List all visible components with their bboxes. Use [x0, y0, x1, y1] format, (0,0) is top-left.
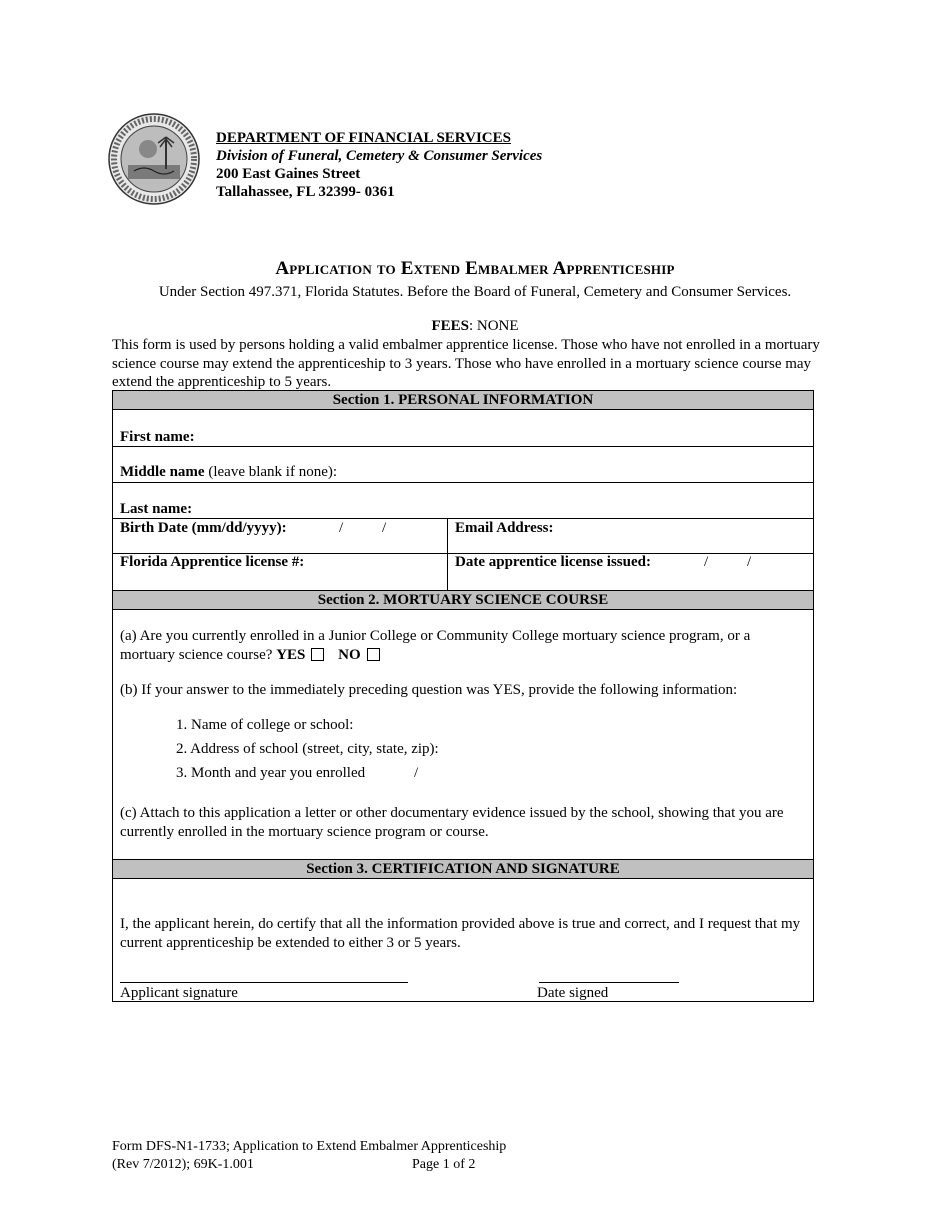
street-address: 200 East Gaines Street	[216, 166, 361, 182]
yes-label: YES	[276, 646, 306, 663]
form-identifier: Form DFS-N1-1733; Application to Extend Embalmer Apprenticeship	[112, 1139, 507, 1154]
yes-checkbox[interactable]	[311, 648, 324, 661]
column-divider	[447, 518, 448, 590]
footer-rev-row	[112, 1156, 506, 1174]
revision-info: (Rev 7/2012); 69K-1.001	[112, 1157, 254, 1172]
certification-text: I, the applicant herein, do certify that all the information provided above is true and correct, and I request that my current apprenticeship be extended to either 3 or 5 years.	[120, 916, 801, 951]
fees-value: : NONE	[468, 318, 519, 334]
last-name-field[interactable]	[113, 518, 813, 519]
birth-date-slash-1: /	[339, 520, 344, 536]
section2-header: Section 2. MORTUARY SCIENCE COURSE	[113, 590, 813, 610]
middle-name-row	[120, 464, 337, 481]
middle-name-field[interactable]	[113, 482, 813, 483]
enrolled-date-label: 3. Month and year you enrolled	[176, 765, 366, 781]
question-b: (b) If your answer to the immediately preceding question was YES, provide the following information:	[120, 682, 738, 698]
signature-label: Applicant signature	[120, 985, 238, 1001]
question-c: (c) Attach to this application a letter or other documentary evidence issued by the school, showing that you are currently enrolled in the mortuary science program or course.	[120, 805, 784, 840]
no-label: NO	[338, 646, 361, 663]
date-signed-label: Date signed	[537, 985, 609, 1001]
middle-name-label: Middle name	[120, 464, 205, 480]
form-subtitle: Under Section 497.371, Florida Statutes. Before the Board of Funeral, Cemetery and Consumer Services.	[158, 284, 792, 300]
division-name: Division of Funeral, Cemetery & Consumer Services	[216, 148, 543, 164]
application-form	[112, 390, 814, 1002]
email-label: Email Address:	[455, 520, 554, 536]
license-date-label: Date apprentice license issued:	[455, 554, 651, 570]
city-address: Tallahassee, FL 32399- 0361	[216, 184, 395, 200]
fees-label: FEES	[431, 318, 469, 334]
fees-line	[0, 318, 950, 335]
license-date-slash-2: /	[747, 554, 752, 570]
page-number: Page 1 of 2	[412, 1157, 476, 1172]
form-title: Application to Extend Embalmer Apprenticeship	[275, 258, 675, 279]
license-number-label: Florida Apprentice license #:	[120, 554, 305, 570]
agency-header	[216, 129, 542, 201]
birth-date-label: Birth Date (mm/dd/yyyy):	[120, 520, 287, 536]
date-signed-line[interactable]	[539, 982, 679, 983]
department-name: DEPARTMENT OF FINANCIAL SERVICES	[216, 130, 511, 146]
no-checkbox[interactable]	[367, 648, 380, 661]
signature-line[interactable]	[120, 982, 408, 983]
school-address-label: 2. Address of school (street, city, state, zip):	[176, 741, 439, 757]
intro-paragraph: This form is used by persons holding a valid embalmer apprentice license. Those who have not enrolled in a mortuary science course may extend the apprenticeship to 3 years. Those who have enrolled in a mortuary science course may extend the apprenticeship to 5 years.	[112, 337, 820, 390]
first-name-label: First name:	[120, 429, 195, 445]
section3-header: Section 3. CERTIFICATION AND SIGNATURE	[113, 859, 813, 879]
school-name-label: 1. Name of college or school:	[176, 717, 354, 733]
question-a-text: (a) Are you currently enrolled in a Junior College or Community College mortuary science program, or a mortuary science course?	[120, 628, 751, 663]
middle-name-note: (leave blank if none):	[204, 464, 338, 480]
first-name-field[interactable]	[113, 446, 813, 447]
section1-header: Section 1. PERSONAL INFORMATION	[113, 390, 813, 410]
question-a	[120, 627, 806, 664]
florida-state-seal	[108, 113, 200, 205]
enrolled-date-slash: /	[414, 765, 419, 781]
last-name-label: Last name:	[120, 501, 193, 517]
birth-date-slash-2: /	[382, 520, 387, 536]
page-footer	[112, 1138, 506, 1174]
license-date-slash-1: /	[704, 554, 709, 570]
